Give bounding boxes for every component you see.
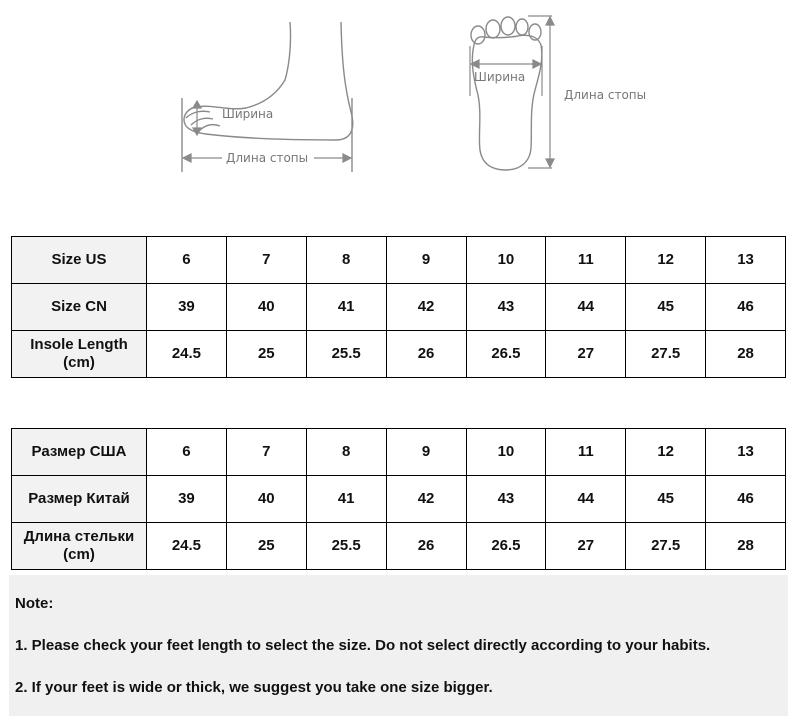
note-title: Note: xyxy=(15,595,54,612)
table-cell: 27.5 xyxy=(626,331,706,378)
table-cell: 40 xyxy=(226,476,306,523)
table-cell: 25 xyxy=(226,331,306,378)
table-cell: 46 xyxy=(706,284,786,331)
table-row xyxy=(12,523,786,570)
note-line-1: 1. Please check your feet length to select the size. Do not select directly according to your habits. xyxy=(15,637,711,654)
foot-measurement-diagram xyxy=(0,0,809,200)
table-cell: 41 xyxy=(306,476,386,523)
table-cell: 42 xyxy=(386,476,466,523)
table-cell: 24.5 xyxy=(147,523,227,570)
side-width-label: Ширина xyxy=(222,107,274,121)
table-cell: 26.5 xyxy=(466,331,546,378)
table-cell: 9 xyxy=(386,237,466,284)
table-cell: 43 xyxy=(466,284,546,331)
side-length-label: Длина стопы xyxy=(226,151,309,165)
table-cell: 8 xyxy=(306,237,386,284)
table-cell: 25.5 xyxy=(306,523,386,570)
table-row xyxy=(12,476,786,523)
table-cell: 26 xyxy=(386,331,466,378)
table-cell: 8 xyxy=(306,429,386,476)
table-cell: 43 xyxy=(466,476,546,523)
table-row xyxy=(12,237,786,284)
sole-length-label: Длина стопы xyxy=(564,88,647,102)
table-cell: 39 xyxy=(147,476,227,523)
table-cell: 9 xyxy=(386,429,466,476)
table-row xyxy=(12,331,786,378)
row-header-line-2: (cm) xyxy=(63,546,95,563)
table-cell: 24.5 xyxy=(147,331,227,378)
table-cell: 11 xyxy=(546,237,626,284)
table-cell: 42 xyxy=(386,284,466,331)
table-cell: 45 xyxy=(626,476,706,523)
table-cell: 41 xyxy=(306,284,386,331)
size-table-russian xyxy=(11,428,786,570)
table-cell: 27 xyxy=(546,331,626,378)
table-cell: 40 xyxy=(226,284,306,331)
sole-foot-icon xyxy=(471,17,542,170)
table-cell: 27 xyxy=(546,523,626,570)
side-width-arrow xyxy=(193,101,201,135)
side-foot-icon xyxy=(182,22,353,172)
size-table-english xyxy=(11,236,786,378)
row-header: Размер Китай xyxy=(12,476,147,523)
sole-width-label: Ширина xyxy=(474,70,526,84)
foot-diagram-svg xyxy=(0,0,809,200)
table-cell: 44 xyxy=(546,476,626,523)
table-cell: 27.5 xyxy=(626,523,706,570)
table-cell: 28 xyxy=(706,523,786,570)
table-row xyxy=(12,284,786,331)
table-cell: 26 xyxy=(386,523,466,570)
table-cell: 7 xyxy=(226,237,306,284)
note-box xyxy=(9,575,788,716)
table-cell: 10 xyxy=(466,429,546,476)
table-cell: 25.5 xyxy=(306,331,386,378)
table-cell: 13 xyxy=(706,237,786,284)
row-header-line-1: Длина стельки xyxy=(23,528,135,545)
row-header: Size US xyxy=(12,237,147,284)
table-cell: 44 xyxy=(546,284,626,331)
row-header xyxy=(12,331,147,378)
table-cell: 12 xyxy=(626,429,706,476)
table-row xyxy=(12,429,786,476)
row-header: Размер США xyxy=(12,429,147,476)
table-cell: 6 xyxy=(147,429,227,476)
table-cell: 7 xyxy=(226,429,306,476)
table-cell: 12 xyxy=(626,237,706,284)
table-cell: 45 xyxy=(626,284,706,331)
table-cell: 10 xyxy=(466,237,546,284)
table-cell: 6 xyxy=(147,237,227,284)
table-cell: 11 xyxy=(546,429,626,476)
table-cell: 26.5 xyxy=(466,523,546,570)
table-cell: 28 xyxy=(706,331,786,378)
note-line-2: 2. If your feet is wide or thick, we suggest you take one size bigger. xyxy=(15,679,493,696)
row-header: Size CN xyxy=(12,284,147,331)
row-header-line-1: Insole Length xyxy=(30,336,128,353)
row-header-line-2: (cm) xyxy=(63,354,95,371)
row-header xyxy=(12,523,147,570)
table-cell: 25 xyxy=(226,523,306,570)
table-cell: 39 xyxy=(147,284,227,331)
table-cell: 46 xyxy=(706,476,786,523)
table-cell: 13 xyxy=(706,429,786,476)
